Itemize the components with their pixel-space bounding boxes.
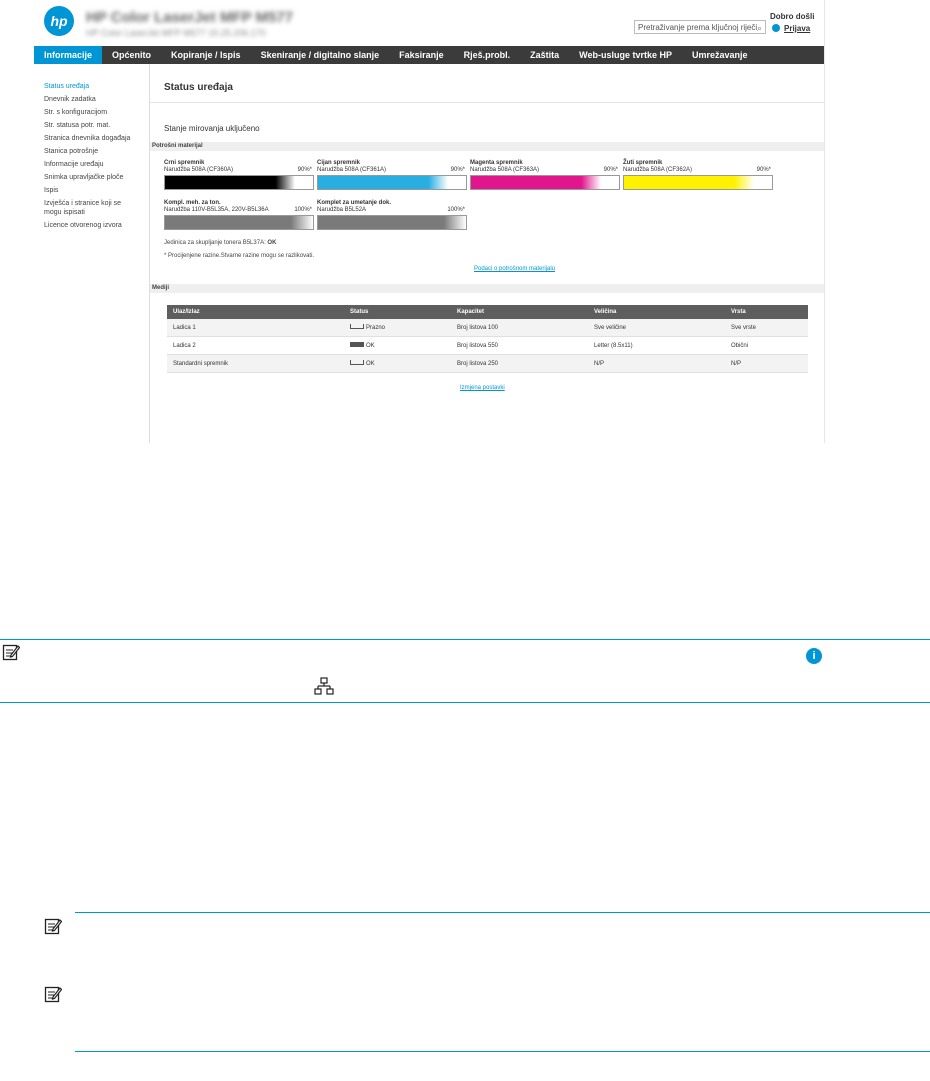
table-row <box>167 337 808 355</box>
size-cell: Letter (8.5x11) <box>588 337 725 355</box>
supply-black <box>164 160 314 190</box>
media-section-header: Mediji <box>150 284 824 293</box>
supply-level-bar <box>317 175 467 190</box>
tray-empty-icon <box>350 360 364 365</box>
tab-web-usluge[interactable]: Web-usluge tvrtke HP <box>579 50 673 60</box>
tray-full-icon <box>350 342 364 347</box>
status-cell: OK <box>344 355 451 373</box>
note-top-rule <box>0 639 930 640</box>
supply-level-bar <box>164 215 314 230</box>
supply-percent: 90%* <box>450 167 465 173</box>
io-cell: Ladica 1 <box>167 319 344 337</box>
title-divider <box>150 102 824 103</box>
supplies-section-header: Potrošni materijal <box>150 142 824 151</box>
note-icon <box>2 643 20 661</box>
status-cell: OK <box>344 337 451 355</box>
welcome-text: Dobro došli <box>770 12 815 21</box>
supply-name: Žuti spremnik <box>623 160 663 166</box>
supply-percent: 100%* <box>447 207 465 213</box>
capacity-cell: Broj listova 250 <box>451 355 588 373</box>
header <box>34 0 824 46</box>
search-placeholder: Pretraživanje prema ključnoj riječi <box>638 23 758 32</box>
column-header: Veličina <box>588 305 725 319</box>
supply-name: Magenta spremnik <box>470 160 523 166</box>
table-row <box>167 319 808 337</box>
supply-fuser-kit <box>164 200 314 230</box>
signin-link[interactable]: Prijava <box>772 24 810 33</box>
tab-informacije[interactable]: Informacije <box>34 46 102 64</box>
column-header: Status <box>344 305 451 319</box>
supply-order: Narudžba 508A (CF362A) <box>623 167 693 173</box>
sidebar-item-licenses[interactable]: Licence otvorenog izvora <box>44 222 122 229</box>
page-title: Status uređaja <box>164 82 233 93</box>
supply-order: Narudžba 508A (CF361A) <box>317 167 387 173</box>
tab-skeniranje[interactable]: Skeniranje / digitalno slanje <box>260 50 380 60</box>
supply-order: Narudžba B5L52A <box>317 207 367 213</box>
column-header: Vrsta <box>725 305 808 319</box>
sidebar-item-status[interactable]: Status uređaja <box>44 83 90 90</box>
collection-unit-status: Jedinica za skupljanje tonera B5L37A: OK <box>164 240 277 246</box>
search-icon[interactable]: ⌕ <box>756 23 762 33</box>
status-cell: Prazno <box>344 319 451 337</box>
supply-cyan <box>317 160 467 190</box>
hp-logo: hp <box>44 6 74 36</box>
supply-name: Crni spremnik <box>164 160 205 166</box>
supply-name: Komplet za umetanje dok. <box>317 200 392 206</box>
printer-model: HP Color LaserJet MFP M577 15.25.206.170 <box>86 28 266 38</box>
size-cell: N/P <box>588 355 725 373</box>
sidebar-item-job-log[interactable]: Dnevnik zadatka <box>44 96 96 103</box>
note-top-rule <box>75 912 930 913</box>
ews-screenshot <box>34 0 825 443</box>
sidebar-item-device-info[interactable]: Informacije uređaju <box>44 161 104 168</box>
tab-umrezavanje[interactable]: Umrežavanje <box>692 50 748 60</box>
sidebar-item-control-panel-snapshot[interactable]: Snimka upravljačke ploče <box>44 174 124 181</box>
type-cell: Sve vrste <box>725 319 808 337</box>
supply-percent: 100%* <box>294 207 312 213</box>
sidebar <box>34 64 150 443</box>
supplies-info-link[interactable]: Podaci o potrošnom materijalu <box>474 266 556 272</box>
tab-rjes-probl[interactable]: Rješ.probl. <box>463 50 511 60</box>
supply-name: Kompl. meh. za ton. <box>164 200 221 206</box>
io-cell: Ladica 2 <box>167 337 344 355</box>
main-nav <box>34 46 824 64</box>
capacity-cell: Broj listova 550 <box>451 337 588 355</box>
network-icon <box>314 677 334 695</box>
size-cell: Sve veličine <box>588 319 725 337</box>
printer-name: HP Color LaserJet MFP M577 <box>86 9 294 26</box>
supply-percent: 90%* <box>603 167 618 173</box>
sidebar-item-print[interactable]: Ispis <box>44 187 59 194</box>
sidebar-item-supplies-status[interactable]: Str. statusa potr. mat. <box>44 122 111 129</box>
table-header-row <box>167 305 808 319</box>
supply-level-bar <box>164 175 314 190</box>
supply-level-bar <box>317 215 467 230</box>
device-state: Stanje mirovanja uključeno <box>164 124 260 133</box>
supply-yellow <box>623 160 773 190</box>
sidebar-item-reports[interactable]: Izvješća i stranice koji se mogu ispisati <box>44 200 122 216</box>
tab-zastita[interactable]: Zaštita <box>530 50 560 60</box>
info-icon: i <box>806 648 822 664</box>
capacity-cell: Broj listova 100 <box>451 319 588 337</box>
io-cell: Standardni spremnik <box>167 355 344 373</box>
tab-kopiranje-ispis[interactable]: Kopiranje / Ispis <box>171 50 241 60</box>
supply-level-bar <box>623 175 773 190</box>
change-settings-link[interactable]: Izmjena postavki <box>460 385 505 391</box>
supply-order: Narudžba 508A (CF363A) <box>470 167 540 173</box>
tab-faksiranje[interactable]: Faksiranje <box>399 50 444 60</box>
column-header: Ulaz/Izlaz <box>167 305 344 319</box>
supply-order: Narudžba 110V-B5L35A, 220V-B5L36A <box>164 207 269 213</box>
note-bottom-rule <box>0 702 930 703</box>
note-bottom-rule <box>75 1051 930 1052</box>
supply-magenta <box>470 160 620 190</box>
search-input[interactable] <box>634 20 766 34</box>
table-row <box>167 355 808 373</box>
tab-opcenito[interactable]: Općenito <box>112 50 152 60</box>
supply-percent: 90%* <box>297 167 312 173</box>
note-icon <box>44 985 62 1003</box>
type-cell: N/P <box>725 355 808 373</box>
sidebar-item-config-page[interactable]: Str. s konfiguracijom <box>44 109 108 116</box>
supply-level-bar <box>470 175 620 190</box>
user-icon <box>772 24 780 32</box>
tray-empty-icon <box>350 324 364 329</box>
media-table <box>167 305 808 373</box>
supply-name: Cijan spremnik <box>317 160 361 166</box>
supply-document-feeder-kit <box>317 200 467 230</box>
type-cell: Obični <box>725 337 808 355</box>
note-icon <box>44 917 62 935</box>
supply-percent: 90%* <box>756 167 771 173</box>
sidebar-item-event-log[interactable]: Stranica dnevnika događaja <box>44 135 131 142</box>
sidebar-item-usage-page[interactable]: Stanica potrošnje <box>44 148 99 155</box>
estimate-note: * Procijenjene razine.Stvarne razine mogu se razlikovati. <box>164 253 315 259</box>
column-header: Kapacitet <box>451 305 588 319</box>
supply-order: Narudžba 508A (CF360A) <box>164 167 234 173</box>
